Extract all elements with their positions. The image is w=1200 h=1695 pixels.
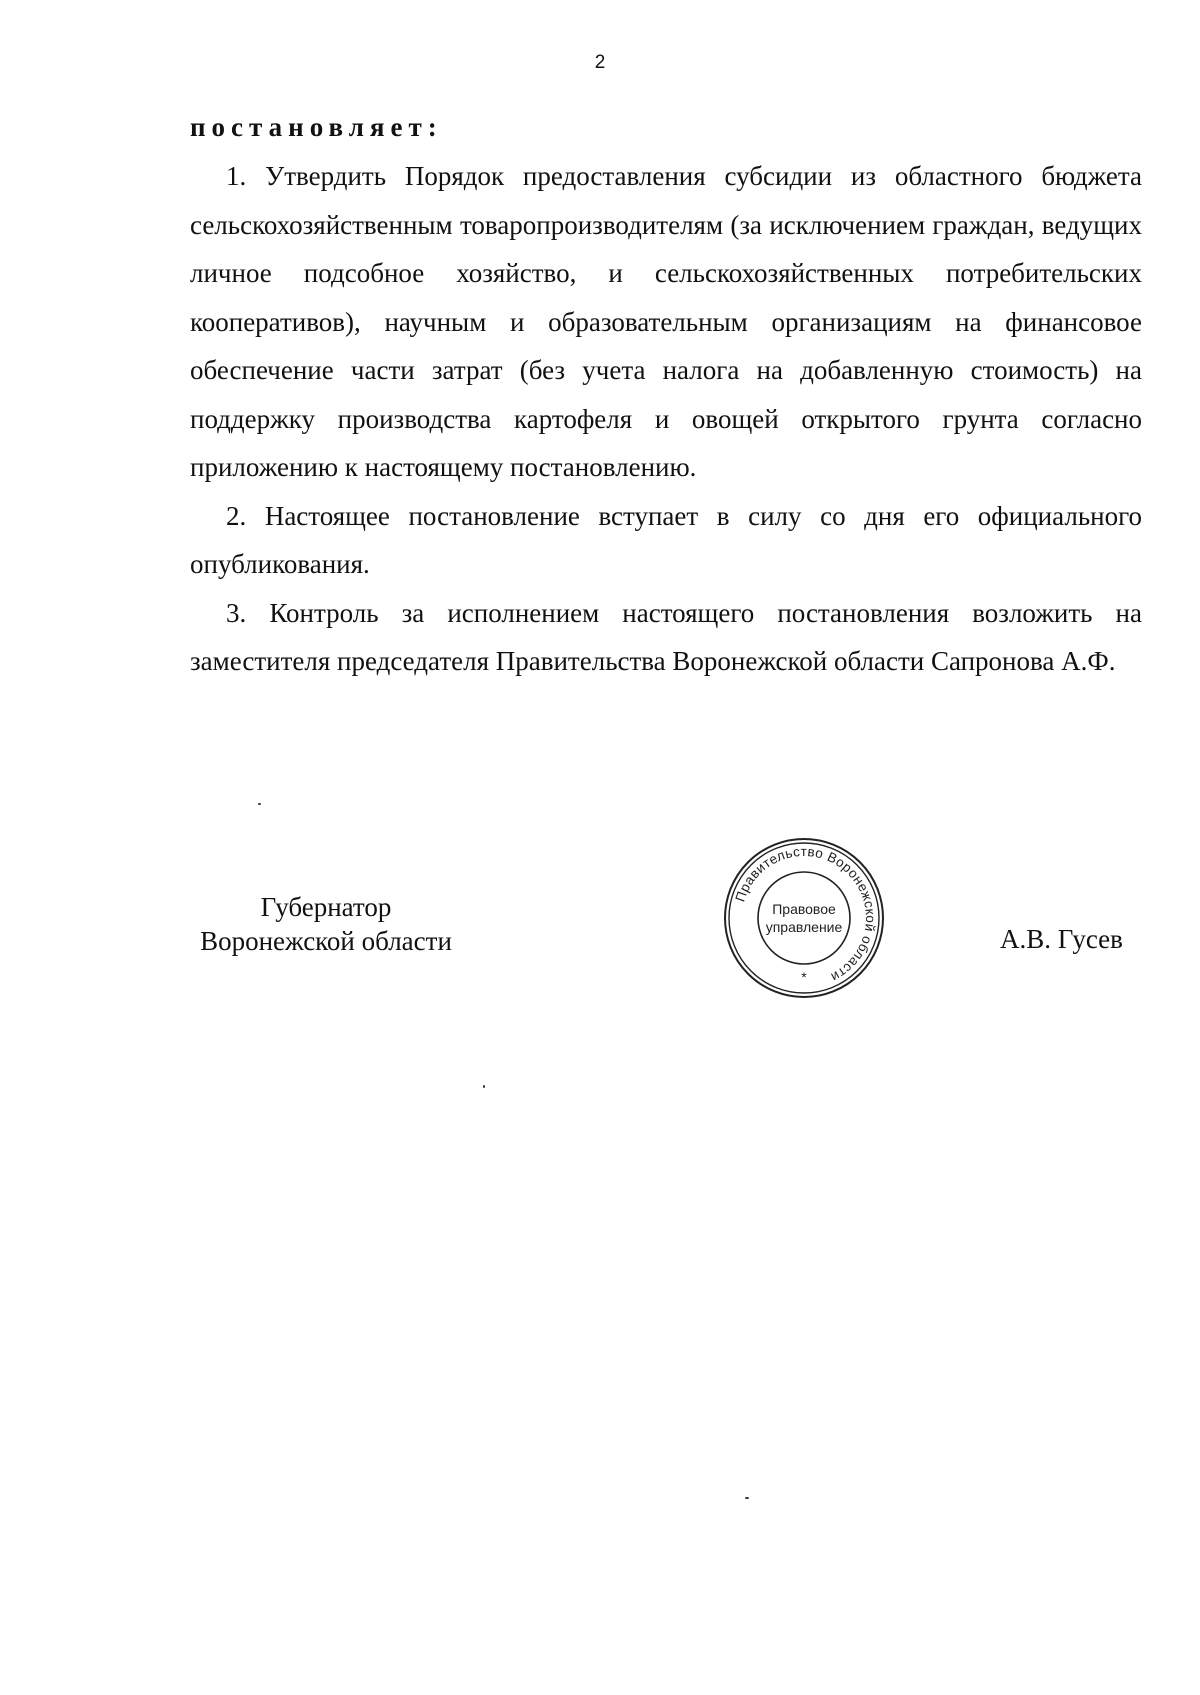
- signatory-region: Воронежской области: [200, 926, 452, 956]
- stamp-center-line2: управление: [765, 919, 843, 935]
- stamp-ring-text: Правительство Воронежской области: [732, 843, 879, 986]
- scan-speck: [258, 803, 261, 805]
- signatory-position: Губернатор: [260, 892, 392, 922]
- scan-speck: [483, 1085, 485, 1088]
- paragraph-1: 1. Утвердить Порядок предоставления субсидии из областного бюджета сельскохозяйственным товаропроизводителям (за исключением граждан, ведущих личное подсобное хозяйство, и сельскохозяйственных потребительских кооперативов), научным и образовательным организациям на финансовое обеспечение части затрат (без учета налога на добавленную стоимость) на поддержку производства картофеля и овощей открытого грунта согласно приложению к настоящему постановлению.: [190, 161, 1142, 482]
- official-stamp: [722, 836, 886, 1000]
- stamp-center-line1: Правовое: [772, 901, 836, 917]
- stamp-seal-icon: [722, 836, 886, 1000]
- stamp-star: *: [801, 969, 807, 985]
- resolution-body: [190, 152, 1142, 686]
- signatory-title: [186, 890, 466, 958]
- page-number: 2: [594, 52, 606, 73]
- scan-speck: [745, 1497, 749, 1499]
- paragraph-2: 2. Настоящее постановление вступает в силу со дня его официального опубликования.: [190, 500, 1142, 579]
- paragraph-3: 3. Контроль за исполнением настоящего постановления возложить на заместителя председателя Правительства Воронежской области Сапронова А.Ф.: [190, 597, 1142, 676]
- signatory-name: А.В. Гусев: [1000, 924, 1123, 954]
- resolution-heading: постановляет:: [190, 112, 443, 142]
